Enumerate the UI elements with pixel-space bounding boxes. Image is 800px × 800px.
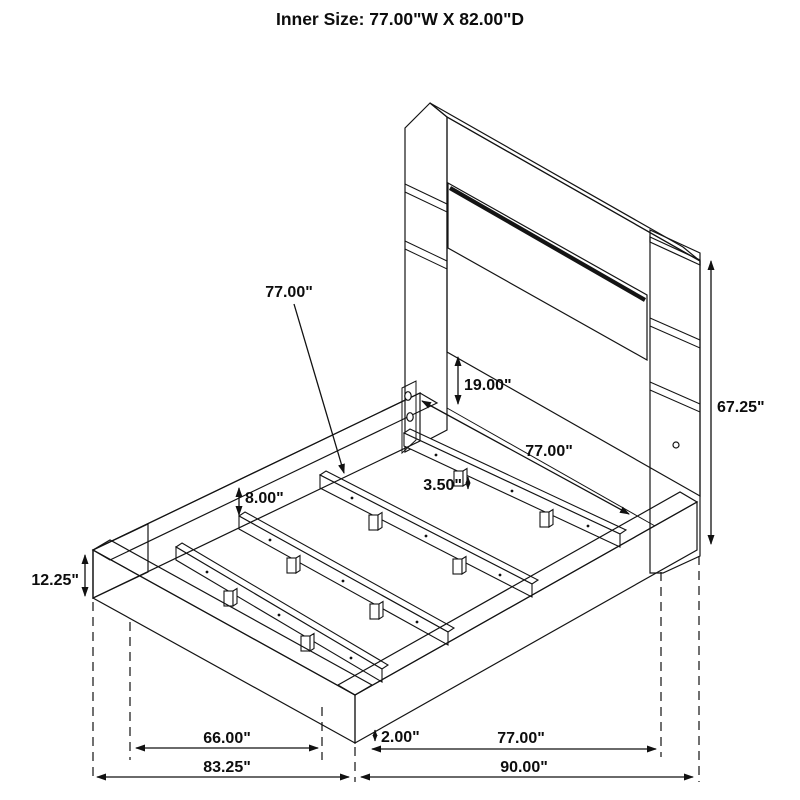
dim-slat-leader [265, 284, 344, 473]
right-pillar-bolt-hole [673, 442, 679, 448]
dim-front-inner [136, 730, 318, 748]
leader-line [294, 304, 344, 473]
dim-rail-slat-gap [239, 488, 284, 515]
left-pillar-cut-1 [405, 184, 447, 212]
dim-label-350: 3.50" [423, 477, 462, 494]
left-rail-corner [93, 524, 148, 598]
left-leg-bolt-hole [405, 392, 411, 401]
dim-label-77mid: 77.00" [525, 443, 573, 460]
dim-slat-height [423, 477, 468, 494]
dim-label-6725: 67.25" [717, 399, 765, 416]
dim-label-66: 66.00" [203, 730, 251, 747]
headboard-left-pillar [405, 103, 447, 452]
dim-label-19: 19.00" [464, 377, 512, 394]
dim-label-8325: 83.25" [203, 759, 251, 776]
dim-side-outer [361, 759, 693, 777]
headboard-right-pillar [650, 237, 700, 573]
dim-label-77bot: 77.00" [497, 730, 545, 747]
headboard-top-band [430, 103, 700, 261]
dim-headboard-lower [458, 357, 512, 404]
left-leg-bolt-hole [407, 413, 413, 422]
right-pillar-cut-2 [650, 382, 700, 412]
dim-front-outer [97, 759, 349, 777]
headboard-front-face [447, 117, 700, 496]
right-pillar-cap [650, 230, 700, 265]
page-title: Inner Size: 77.00"W X 82.00"D [275, 9, 525, 29]
right-rail-front-face [355, 502, 697, 743]
left-pillar-cut-2 [405, 241, 447, 269]
headboard-panel-shadow [450, 188, 645, 300]
dim-corner-offset [375, 729, 420, 746]
right-pillar-cut-1 [650, 318, 700, 348]
slat-assembly [176, 429, 626, 682]
dim-label-1225: 12.25" [31, 572, 79, 589]
dim-label-200: 2.00" [381, 729, 420, 746]
dim-label-8: 8.00" [245, 490, 284, 507]
dim-label-slat: 77.00" [265, 284, 313, 301]
dim-headboard-height [711, 261, 765, 544]
dim-base-height [31, 555, 85, 596]
dim-label-90: 90.00" [500, 759, 548, 776]
